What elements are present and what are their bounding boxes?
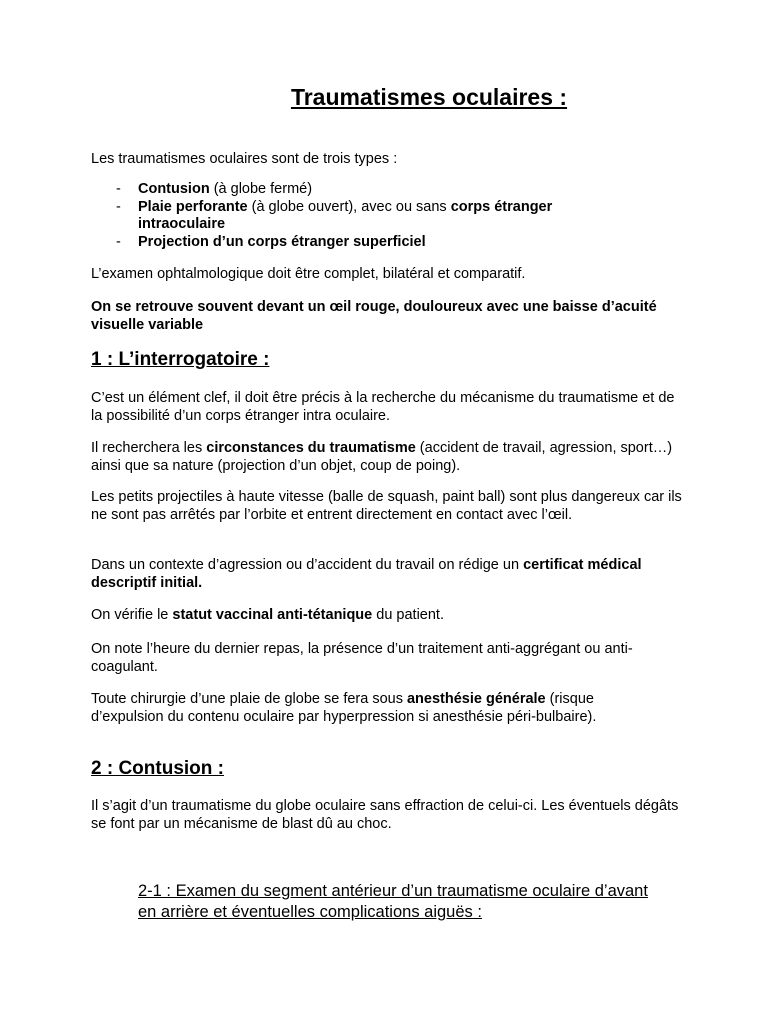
- text-run: Il recherchera les: [91, 440, 207, 456]
- list-item: [91, 199, 631, 234]
- paragraph: C’est un élément clef, il doit être précis à la recherche du mécanisme du traumatisme et de la possibilité d’un corps étranger intra oculaire.: [91, 390, 675, 424]
- paragraph: [91, 606, 691, 624]
- bold-text: Projection d’un corps étranger superficiel: [138, 233, 426, 250]
- text-run: Toute chirurgie d’une plaie de globe se fera sous: [91, 691, 407, 707]
- bold-text: Plaie perforante: [138, 198, 248, 215]
- intro-paragraph: Les traumatismes oculaires sont de trois types :: [91, 151, 398, 167]
- bold-text: corps étranger intraoculaire: [138, 198, 553, 232]
- text-run: Dans un contexte d’agression ou d’accident du travail on rédige un: [91, 557, 524, 573]
- list-dash: -: [116, 198, 121, 215]
- bold-text: circonstances du traumatisme: [206, 440, 416, 456]
- text-run: du patient.: [372, 607, 444, 623]
- text-run: (à globe ouvert), avec ou sans: [247, 198, 451, 215]
- section-heading: 1 : L’interrogatoire :: [91, 349, 270, 370]
- red-eye-note: On se retrouve souvent devant un œil rouge, douloureux avec une baisse d’acuité visuelle variable: [91, 299, 657, 333]
- list-dash: -: [116, 233, 121, 250]
- bold-text: anesthésie générale: [406, 691, 546, 707]
- paragraph: [91, 556, 651, 592]
- subsection-heading: 2-1 : Examen du segment antérieur d’un traumatisme oculaire d’avant en arrière et éventuelles complications aiguës :: [138, 882, 648, 921]
- document-title: Traumatismes oculaires :: [290, 84, 568, 110]
- text-run: (accident de travail, agression, sport…) ainsi que sa nature (projection d’un objet, coup de poing).: [91, 440, 673, 474]
- paragraph: [91, 690, 656, 726]
- list-item: [91, 234, 631, 252]
- bold-text: statut vaccinal anti-tétanique: [172, 607, 373, 623]
- paragraph: [91, 439, 689, 475]
- list-dash: -: [116, 181, 121, 197]
- trauma-types-list: [91, 181, 631, 251]
- text-run: (à globe fermé): [209, 181, 313, 197]
- paragraph: On note l’heure du dernier repas, la présence d’un traitement anti-aggrégant ou anti-coagulant.: [91, 641, 633, 675]
- exam-note: L’examen ophtalmologique doit être complet, bilatéral et comparatif.: [91, 266, 526, 282]
- list-item: [91, 181, 631, 199]
- text-run: (risque d’expulsion du contenu oculaire par hyperpression si anesthésie péri-bulbaire).: [91, 691, 597, 725]
- text-run: On vérifie le: [91, 607, 173, 623]
- bold-text: certificat médical descriptif initial.: [91, 557, 642, 591]
- bold-text: Contusion: [138, 181, 210, 197]
- paragraph: Les petits projectiles à haute vitesse (balle de squash, paint ball) sont plus dangereux car ils ne sont pas arrêtés par l’orbite et entrent directement en contact avec l’œil.: [91, 489, 682, 523]
- section-heading: 2 : Contusion :: [91, 758, 224, 779]
- paragraph: Il s’agit d’un traumatisme du globe oculaire sans effraction de celui-ci. Les éventuels dégâts se font par un mécanisme de blast dû au choc.: [91, 798, 679, 832]
